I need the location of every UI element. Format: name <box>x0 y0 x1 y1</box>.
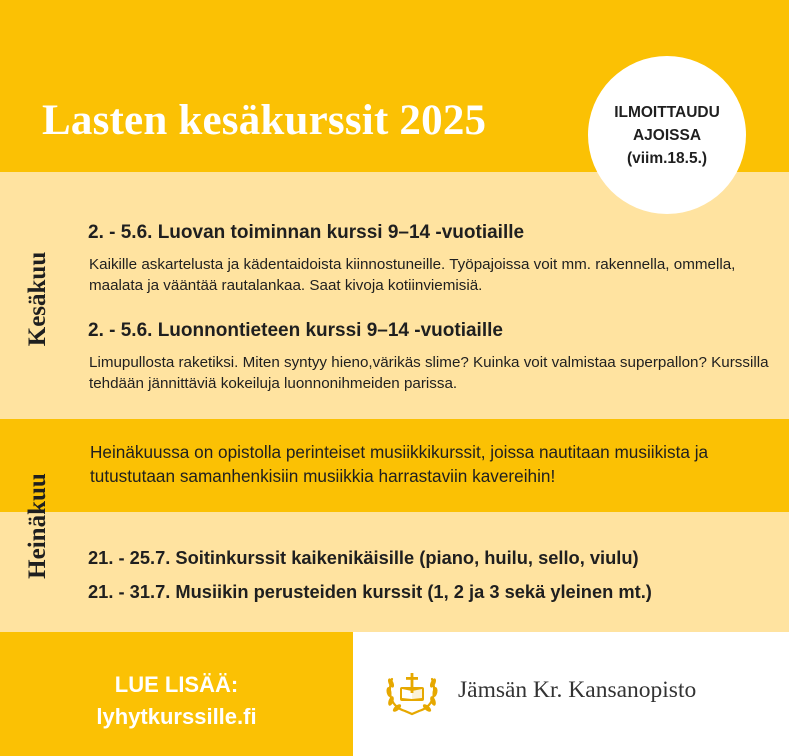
website-link[interactable]: lyhytkurssille.fi <box>96 704 257 729</box>
course-description-creative: Kaikille askartelusta ja kädentaidoista kiinnostuneille. Työpajoissa voit mm. rakennella, ommella, maalata ja vääntää rautalankaa. Saat kivoja kotiinviemisiä. <box>89 256 736 294</box>
july-courses-section <box>0 512 789 632</box>
july-month-label: Heinäkuu <box>24 473 51 579</box>
course-item-instrument: 21. - 25.7. Soitinkurssit kaikenikäisille (piano, huilu, sello, viulu) <box>88 547 639 568</box>
organization-name: Jämsän Kr. Kansanopisto <box>458 677 697 703</box>
page-title: Lasten kesäkurssit 2025 <box>42 97 487 144</box>
course-title-science: 2. - 5.6. Luonnontieteen kurssi 9–14 -vuotiaille <box>88 320 503 341</box>
course-item-music-theory: 21. - 31.7. Musiikin perusteiden kurssit (1, 2 ja 3 sekä yleinen mt.) <box>88 581 652 602</box>
registration-badge <box>588 56 746 214</box>
course-description-science: Limupullosta raketiksi. Miten syntyy hieno,värikäs slime? Kuinka voit valmistaa superpallon? Kurssilla tehdään jännittäviä kokeiluja luonnonihmeiden parissa. <box>89 354 769 392</box>
badge-line-2: AJOISSA <box>632 126 702 144</box>
cross-wreath-emblem-icon <box>383 667 441 717</box>
badge-line-1: ILMOITTAUDU <box>614 103 720 121</box>
badge-line-3: (viim.18.5.) <box>626 149 708 167</box>
july-intro-text: Heinäkuussa on opistolla perinteiset musiikkikurssit, joissa nautitaan musiikista ja tutustutaan samanhenkisiin musiikkia harrastaviin kavereihin! <box>90 442 709 486</box>
read-more-label: LUE LISÄÄ: <box>114 672 239 697</box>
course-title-creative: 2. - 5.6. Luovan toiminnan kurssi 9–14 -vuotiaille <box>88 222 525 243</box>
june-month-label: Kesäkuu <box>24 251 51 347</box>
